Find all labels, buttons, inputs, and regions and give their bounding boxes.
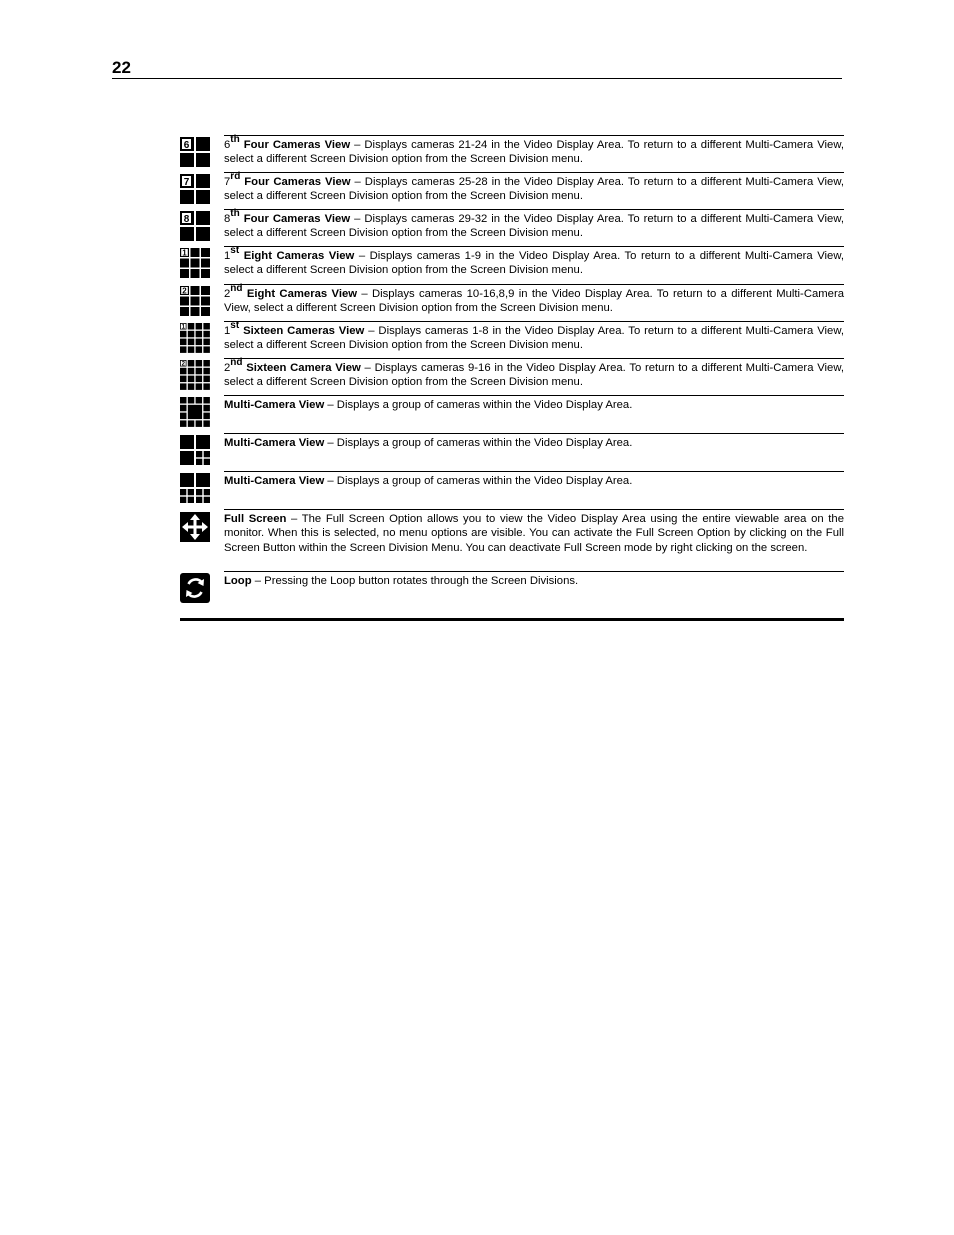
row-description: – Displays cameras 25-28 in the Video Display Area. To return to a different Multi-Camera View, select a different Screen Division option from the Screen Division menu. [224,176,844,203]
svg-text:7: 7 [183,177,190,188]
row-description: – Displays cameras 10-16,8,9 in the Video Display Area. To return to a different Multi-Camera View, select a different Screen Division option from the Screen Division menu. [224,288,844,315]
row-description: – Displays cameras 9-16 in the Video Display Area. To return to a different Multi-Camera View, select a different Screen Division option from the Screen Division menu. [224,362,844,389]
svg-text:1: 1 [181,324,185,331]
row-title: Full Screen [224,513,287,525]
row-title: Multi-Camera View [224,475,325,487]
table-row [180,471,844,509]
table-row [180,321,844,358]
screen-division-9-page-2-icon [180,286,210,316]
row-description: – Pressing the Loop button rotates through the Screen Divisions. [251,575,579,587]
loop-icon [180,573,210,603]
row-title: Eight Cameras View [246,288,358,300]
table-row [180,284,844,321]
row-description: – Displays cameras 1-8 in the Video Display Area. To return to a different Multi-Camera View, select a different Screen Division option from the Screen Division menu. [224,325,845,352]
svg-text:1: 1 [182,248,187,258]
svg-text:2: 2 [181,361,185,368]
row-description: – Displays a group of cameras within the Video Display Area. [324,475,633,487]
table-row [180,172,844,209]
svg-text:6: 6 [183,140,190,151]
table-row [180,395,844,433]
row-number: 6 [224,139,231,151]
row-title: Multi-Camera View [224,437,325,449]
row-ordinal: nd [230,357,243,369]
screen-division-4-page-7-icon [180,174,210,204]
page-number: 22 [112,58,131,77]
table-row [180,433,844,471]
row-title: Four Cameras View [243,139,351,151]
row-description: – The Full Screen Option allows you to view the Video Display Area using the entire viewable area on the monitor. When this is selected, no menu options are visible. You can activate the Full Screen Option by clicking on the Full Screen Button within the Screen Division Menu. You can deactivate Full Screen mode by right clicking on the screen. [224,513,844,554]
screen-division-4-page-6-icon [180,137,210,167]
row-title: Sixteen Cameras View [243,325,365,337]
row-number: 2 [224,288,231,300]
row-ordinal: st [230,245,240,257]
row-title: Four Cameras View [243,213,351,225]
row-number: 2 [224,362,231,374]
table-row [180,246,844,284]
table-row [180,509,844,571]
row-title: Four Cameras View [244,176,351,188]
multi-camera-three-plus-quad-icon [180,435,210,465]
row-title: Sixteen Camera View [246,362,361,374]
multi-camera-center-large-icon [180,397,210,427]
full-screen-icon [180,512,210,542]
screen-division-table [180,135,844,616]
table-row [180,571,844,616]
row-ordinal: th [230,134,240,146]
row-number: 7 [224,176,231,188]
row-title: Eight Cameras View [243,250,355,262]
row-number: 8 [224,213,231,225]
screen-division-9-page-1-icon [180,248,210,278]
multi-camera-two-plus-eight-icon [180,473,210,503]
screen-division-4-page-8-icon [180,211,210,241]
row-number: 1 [224,325,231,337]
row-ordinal: st [230,320,240,332]
row-description: – Displays cameras 21-24 in the Video Display Area. To return to a different Multi-Camera View, select a different Screen Division option from the Screen Division menu. [224,139,844,166]
row-description: – Displays cameras 1-9 in the Video Display Area. To return to a different Multi-Camera View, select a different Screen Division option from the Screen Division menu. [224,250,844,277]
table-row [180,209,844,246]
screen-division-16-page-1-icon [180,323,210,353]
screen-division-16-page-2-icon [180,360,210,390]
table-bottom-rule [180,618,844,621]
svg-text:8: 8 [183,214,190,225]
row-description: – Displays cameras 29-32 in the Video Display Area. To return to a different Multi-Camera View, select a different Screen Division option from the Screen Division menu. [224,213,844,240]
table-row [180,135,844,172]
row-title: Loop [224,575,252,587]
row-description: – Displays a group of cameras within the Video Display Area. [324,437,633,449]
header-rule [112,78,842,79]
row-ordinal: rd [230,171,241,183]
row-number: 1 [224,250,231,262]
svg-text:2: 2 [182,286,187,296]
row-title: Multi-Camera View [224,399,325,411]
row-description: – Displays a group of cameras within the Video Display Area. [324,399,633,411]
row-ordinal: th [230,208,240,220]
table-row [180,358,844,395]
row-ordinal: nd [230,283,243,295]
